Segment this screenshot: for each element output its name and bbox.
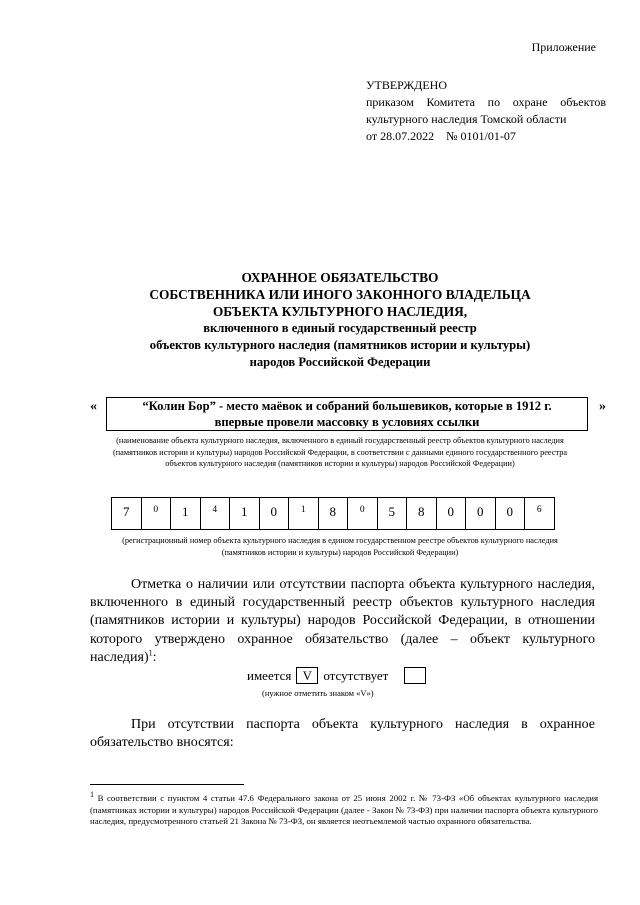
no-passport-checkbox[interactable] bbox=[404, 667, 426, 684]
reg-digit-cell[interactable]: 7 bbox=[111, 497, 142, 530]
has-passport-label: имеется bbox=[247, 667, 292, 683]
object-name-row bbox=[90, 397, 606, 433]
footnote bbox=[90, 790, 598, 828]
reg-digit-cell[interactable]: 5 bbox=[377, 497, 408, 530]
reg-digit-cell[interactable]: 0 bbox=[347, 497, 378, 530]
passport-paragraph: Отметка о наличии или отсутствии паспорта объекта культурного наследия, включенного в единый государственный реестр объектов культурного наследия (памятников истории и культуры) народов Российской Федерации, в отношении которого утверждено охранное обязательство (далее – объект культурного наследия)$^1$: bbox=[90, 577, 595, 665]
title-line-4: включенного в единый государственный реестр bbox=[203, 321, 477, 336]
order-number: № 0101/01-07 bbox=[446, 129, 516, 143]
passport-choice bbox=[247, 667, 431, 684]
order-date: от 28.07.2022 bbox=[366, 129, 435, 143]
title-line-1: ОХРАННОЕ ОБЯЗАТЕЛЬСТВО bbox=[241, 270, 439, 285]
title-line-3: ОБЪЕКТА КУЛЬТУРНОГО НАСЛЕДИЯ, bbox=[212, 303, 468, 319]
footnote-mark: 1 bbox=[90, 790, 94, 800]
document-title bbox=[60, 270, 620, 371]
object-name-line-2: впервые провели массовку в условиях ссылки bbox=[214, 414, 480, 429]
footnote-divider bbox=[90, 784, 244, 785]
reg-digit-cell[interactable]: 6 bbox=[524, 497, 555, 530]
reg-digit-cell[interactable]: 0 bbox=[436, 497, 467, 530]
footnote-text: В соответствии с пунктом 4 статьи 47.6 Федерального закона от 25 июня 2002 г. № 73-ФЗ «Об объектах культурного наследия (памятниках истории и культуры) народов Российской Федерации (далее - Закон № 73-ФЗ) при наличии паспорта объекта культурного наследия, предусмотренного статьей 21 Закона № 73-ФЗ, он является неотъемлемой частью охранного обязательства. bbox=[90, 793, 598, 826]
object-name-line-1: “Колин Бор” - место маёвок и собраний большевиков, которые в 1912 г. bbox=[142, 399, 552, 413]
has-passport-checkbox[interactable]: V bbox=[296, 667, 318, 684]
reg-digit-cell[interactable]: 0 bbox=[465, 497, 496, 530]
absence-paragraph: При отсутствии паспорта объекта культурного наследия в охранное обязательство вносятся: bbox=[90, 717, 595, 751]
order-line-1: приказом Комитета по охране объектов bbox=[366, 95, 606, 109]
reg-digit-cell[interactable]: 1 bbox=[170, 497, 201, 530]
passport-paragraph-text: Отметка о наличии или отсутствии паспорта объекта культурного наследия, включенного в единый государственный реестр объектов культурного наследия (памятников истории и культуры) народов Российской Федерации, в отношении которого утверждено охранное обязательство (далее – объект культурного наследия) bbox=[90, 577, 595, 665]
title-line-2: СОБСТВЕННИКА ИЛИ ИНОГО ЗАКОННОГО ВЛАДЕЛЬЦА bbox=[149, 286, 531, 302]
no-passport-label: отсутствует bbox=[323, 667, 389, 683]
reg-digit-cell[interactable]: 8 bbox=[406, 497, 437, 530]
reg-digit-cell[interactable]: 0 bbox=[259, 497, 290, 530]
reg-digit-cell[interactable]: 1 bbox=[229, 497, 260, 530]
object-name-field[interactable] bbox=[106, 397, 588, 431]
reg-digit-cell[interactable]: 0 bbox=[141, 497, 172, 530]
reg-digit-cell[interactable]: 1 bbox=[288, 497, 319, 530]
reg-digit-cell[interactable]: 4 bbox=[200, 497, 231, 530]
title-line-6: народов Российской Федерации bbox=[249, 354, 431, 369]
order-line-2: культурного наследия Томской области bbox=[366, 112, 567, 126]
quote-close: » bbox=[599, 399, 606, 414]
quote-open: « bbox=[90, 399, 97, 414]
approved-title: УТВЕРЖДЕНО bbox=[366, 78, 448, 92]
choice-hint: (нужное отметить знаком «V») bbox=[262, 688, 374, 698]
appendix-label: Приложение bbox=[531, 40, 596, 54]
approval-block bbox=[366, 77, 606, 145]
reg-digit-cell[interactable]: 8 bbox=[318, 497, 349, 530]
order-date-line bbox=[366, 128, 606, 145]
object-name-caption: (наименование объекта культурного наследия, включенного в единый государственный реестр объектов культурного наследия (памятников истории и культуры) народов Российской Федерации, в соответствии с данными единого государственного реестра объектов культурного наследия (памятников истории и культуры) народов Российской Федерации) bbox=[112, 436, 568, 469]
registration-number-cells bbox=[112, 497, 555, 530]
footnote-ref: 1 bbox=[148, 648, 153, 658]
reg-digit-cell[interactable]: 0 bbox=[495, 497, 526, 530]
title-line-5: объектов культурного наследия (памятников истории и культуры) bbox=[149, 338, 531, 353]
registration-caption: (регистрационный номер объекта культурного наследия в едином государственном реестре объектов культурного наследия (памятников истории и культуры) народов Российской Федерации) bbox=[122, 536, 558, 557]
